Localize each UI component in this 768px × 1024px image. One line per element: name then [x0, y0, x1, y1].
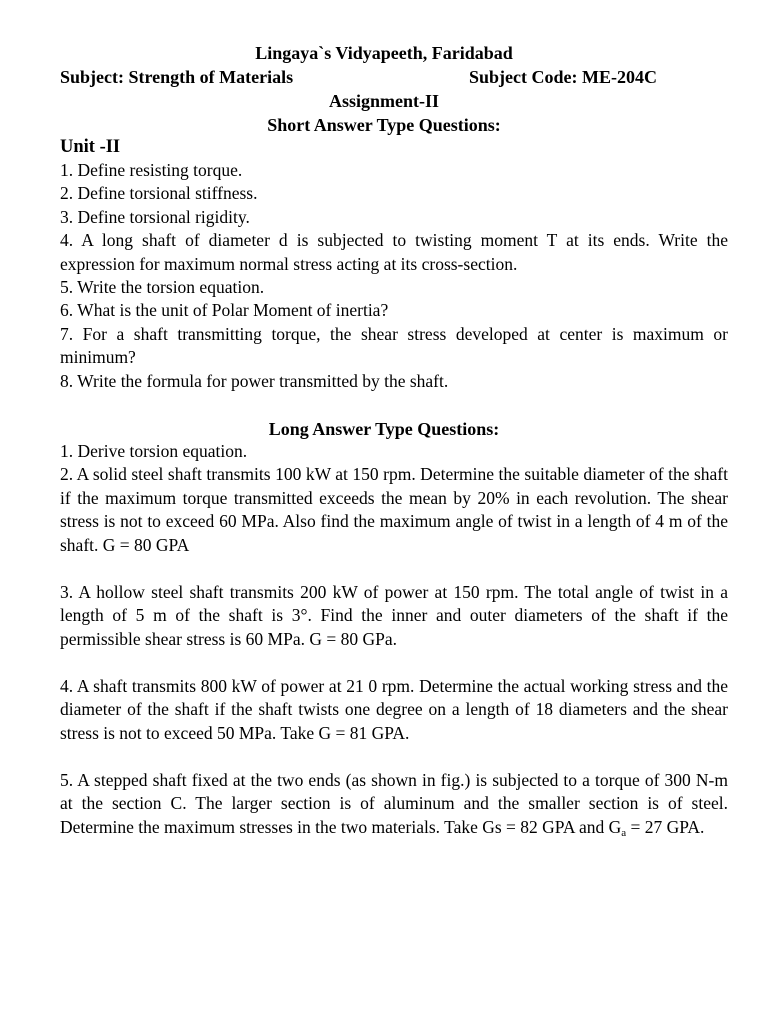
short-answer-heading: Short Answer Type Questions: — [267, 115, 501, 135]
long-question-3 — [60, 581, 728, 651]
long-question-list-a — [60, 440, 728, 557]
long-question-5-tail: = 27 GPA. — [626, 816, 705, 837]
institution-title: Lingaya`s Vidyapeeth, Faridabad — [255, 43, 513, 63]
long-question-4 — [60, 675, 728, 745]
subject-name: Subject: Strength of Materials — [60, 67, 294, 87]
unit-heading: Unit -II — [60, 137, 121, 157]
long-question: 1. Derive torsion equation. — [60, 441, 248, 461]
long-question: 2. A solid steel shaft transmits 100 kW at 150 rpm. Determine the suitable diameter of the shaft if the maximum torque transmitted exceeds the mean by 20% in each revolution. The shear stress is not to exceed 60 MPa. Also find the maximum angle of twist in a length of 4 m of the shaft. G = 80 GPA — [60, 464, 728, 555]
short-question: 1. Define resisting torque. — [60, 160, 243, 180]
long-question-5-text: 5. A stepped shaft fixed at the two ends (as shown in fig.) is subjected to a torque of 300 N-m at the section C. The larger section is of aluminum and the smaller section is of steel. Determine the maximum stresses in the two materials. Take Gs = 82 GPA and G — [60, 770, 728, 837]
short-question: 7. For a shaft transmitting torque, the shear stress developed at center is maximum or minimum? — [60, 323, 728, 368]
subject-code: Subject Code: ME-204C — [469, 67, 657, 87]
short-question: 6. What is the unit of Polar Moment of inertia? — [60, 300, 389, 321]
long-question-5 — [60, 769, 728, 839]
short-question-list — [60, 159, 728, 393]
long-question: 4. A shaft transmits 800 kW of power at 21 0 rpm. Determine the actual working stress and the diameter of the shaft if the shaft twists one degree on a length of 18 diameters and the shear stress is not to exceed 50 MPa. Take G = 81 GPA. — [60, 676, 728, 743]
short-question: 8. Write the formula for power transmitted by the shaft. — [60, 370, 449, 391]
short-question: 3. Define torsional rigidity. — [60, 206, 250, 227]
long-question — [60, 769, 728, 839]
short-question: 5. Write the torsion equation. — [60, 277, 265, 298]
long-question: 3. A hollow steel shaft transmits 200 kW of power at 150 rpm. The total angle of twist in a length of 5 m of the shaft is 3°. Find the inner and outer diameters of the shaft if the permissible shear stress is 60 MPa. G = 80 GPa. — [60, 582, 728, 649]
long-answer-heading: Long Answer Type Questions: — [268, 419, 500, 439]
short-question: 4. A long shaft of diameter d is subjected to twisting moment T at its ends. Write the expression for maximum normal stress acting at its cross-section. — [60, 230, 728, 274]
assignment-title: Assignment-II — [328, 91, 439, 111]
short-question: 2. Define torsional stiffness. — [60, 183, 258, 204]
aluminum-subscript: a — [621, 826, 627, 839]
